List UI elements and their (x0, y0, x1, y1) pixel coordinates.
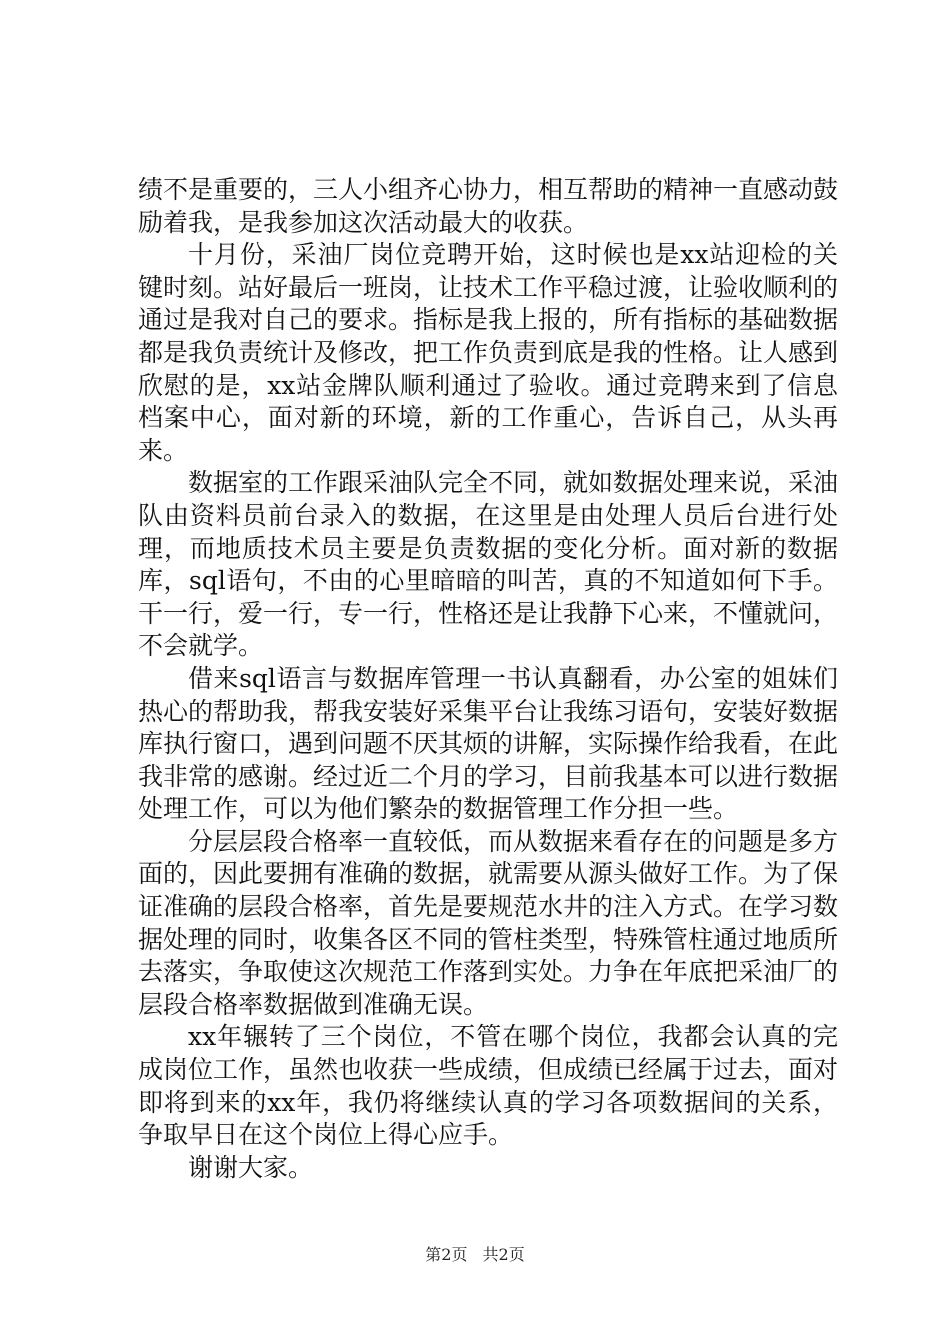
paragraph-sql-study: 借来sql语言与数据库管理一书认真翻看，办公室的姐妹们热心的帮助我，帮我安装好采集平台让我练习语句，安装好数据库执行窗口，遇到问题不厌其烦的讲解，实际操作给我看，在此我非常的感谢。经过近二个月的学习，目前我基本可以进行数据处理工作，可以为他们繁杂的数据管理工作分担一些。 (138, 663, 839, 824)
paragraph-summary: xx年辗转了三个岗位，不管在哪个岗位，我都会认真的完成岗位工作，虽然也收获一些成绩，但成绩已经属于过去，面对即将到来的xx年，我仍将继续认真的学习各项数据间的关系，争取早日在这个岗位上得心应手。 (138, 1022, 839, 1150)
document-body (138, 174, 838, 1184)
page-number: 第2页 (425, 1245, 468, 1264)
paragraph-thanks: 谢谢大家。 (188, 1152, 314, 1182)
page-total: 共2页 (482, 1245, 525, 1264)
paragraph-continuation: 绩不是重要的，三人小组齐心协力，相互帮助的精神一直感动鼓励着我，是我参加这次活动最大的收获。 (138, 175, 839, 237)
paragraph-data-room: 数据室的工作跟采油队完全不同，就如数据处理来说，采油队由资料员前台录入的数据，在这里是由处理人员后台进行处理，而地质技术员主要是负责数据的变化分析。面对新的数据库，sql语句，不由的心里暗暗的叫苦，真的不知道如何下手。干一行，爱一行，专一行，性格还是让我静下心来，不懂就问，不会就学。 (138, 468, 839, 661)
paragraph-layer-rate: 分层层段合格率一直较低，而从数据来看存在的问题是多方面的，因此要拥有准确的数据，就需要从源头做好工作。为了保证准确的层段合格率，首先是要规范水井的注入方式。在学习数据处理的同时，收集各区不同的管柱类型，特殊管柱通过地质所去落实，争取使这次规范工作落到实处。力争在年底把采油厂的层段合格率数据做到准确无误。 (138, 826, 839, 1019)
page-footer (0, 1245, 950, 1265)
paragraph-october: 十月份，采油厂岗位竞聘开始，这时候也是xx站迎检的关键时刻。站好最后一班岗，让技术工作平稳过渡，让验收顺利的通过是我对自己的要求。指标是我上报的，所有指标的基础数据都是我负责统计及修改，把工作负责到底是我的性格。让人感到欣慰的是，xx站金牌队顺利通过了验收。通过竞聘来到了信息档案中心，面对新的环境，新的工作重心，告诉自己，从头再来。 (138, 240, 839, 465)
